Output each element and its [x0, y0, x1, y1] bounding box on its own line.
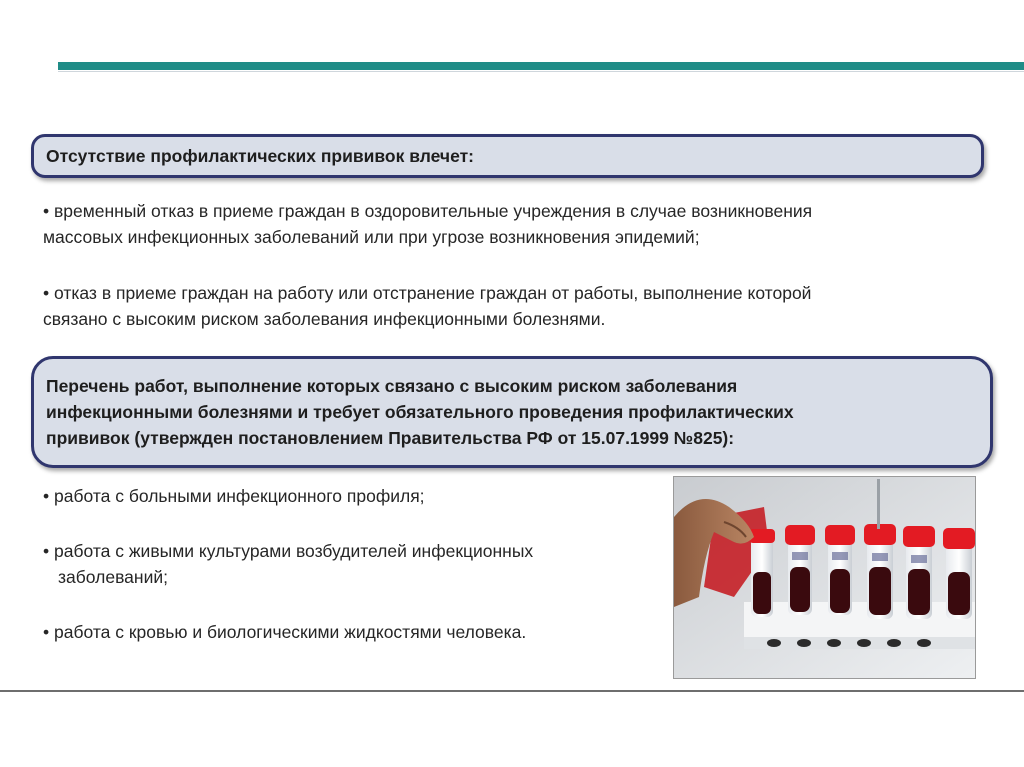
paragraph-2-line-2: связано с высоким риском заболевания инфекционными болезнями. — [43, 309, 606, 329]
paragraph-1 — [43, 198, 983, 250]
work-list-heading-line-3: прививок (утвержден постановлением Правительства РФ от 15.07.1999 №825): — [46, 428, 735, 448]
paragraph-2 — [43, 280, 983, 332]
paragraph-2-line-1: • отказ в приеме граждан на работу или отстранение граждан от работы, выполнение которой — [43, 283, 812, 303]
work-list-item — [43, 619, 663, 645]
paragraph-1-line-2: массовых инфекционных заболеваний или при угрозе возникновения эпидемий; — [43, 227, 700, 247]
paragraph-1-line-1: • временный отказ в приеме граждан в оздоровительные учреждения в случае возникновения — [43, 201, 813, 221]
footer-rule — [0, 690, 1024, 692]
work-list-item — [43, 538, 663, 590]
work-list-item — [43, 483, 663, 509]
blood-tubes-illustration — [674, 477, 976, 679]
work-list-item-text: • работа с живыми культурами возбудителей инфекционных — [43, 541, 534, 561]
work-list-item-text-continued: заболеваний; — [58, 567, 168, 587]
header-accent-rule — [58, 62, 1024, 70]
heading-text: Отсутствие профилактических прививок влечет: — [46, 146, 474, 166]
work-list-heading-box — [31, 356, 993, 468]
work-list-item-text: • работа с кровью и биологическими жидкостями человека. — [43, 622, 527, 642]
heading-box — [31, 134, 984, 178]
work-list-heading-line-2: инфекционными болезнями и требует обязательного проведения профилактических — [46, 402, 794, 422]
header-thin-rule — [58, 71, 1024, 72]
work-list-heading-line-1: Перечень работ, выполнение которых связано с высоким риском заболевания — [46, 376, 738, 396]
blood-tubes-photo — [673, 476, 976, 679]
work-list-item-text: • работа с больными инфекционного профиля; — [43, 486, 425, 506]
